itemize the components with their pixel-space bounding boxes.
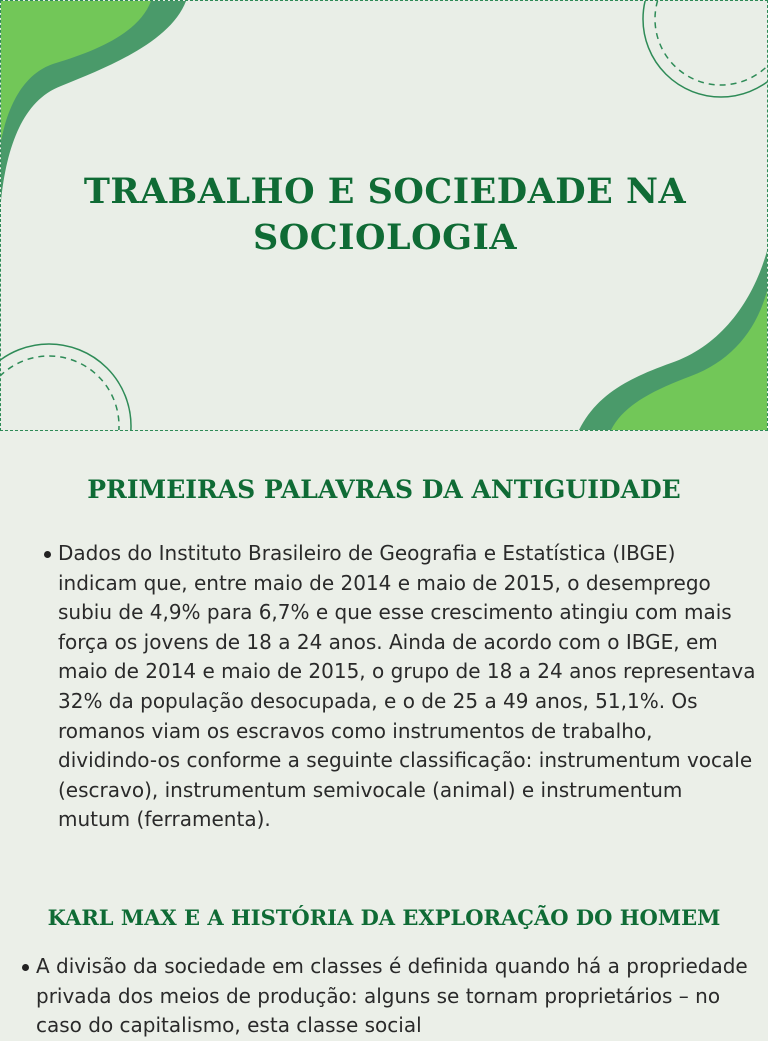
title-line-1: TRABALHO E SOCIEDADE NA — [83, 171, 687, 212]
paragraph-classes: A divisão da sociedade em classes é definida quando há a propriedade privada dos meios de produção: alguns se tornam proprietários – no caso do capitalismo, esta classe social — [36, 954, 748, 1038]
circle-top-right-dashed — [655, 1, 767, 85]
circle-bottom-left-dashed — [1, 356, 119, 430]
paragraph-ibge: Dados do Instituto Brasileiro de Geografia e Estatística (IBGE) indicam que, entre maio de 2014 e maio de 2015, o desemprego subiu de 4,9% para 6,7% e que esse crescimento atingiu com mais força os jovens de 18 a 24 anos. Ainda de acordo com o IBGE, em maio de 2014 e maio de 2015, o grupo de 18 a 24 anos representava 32% da população desocupada, e o de 25 a 49 anos, 51,1%. Os romanos viam os escravos como instrumentos de trabalho, dividindo-os conforme a seguinte classificação: instrumentum vocale (escravo), instrumentum semivocale (animal) e instrumentum mutum (ferramenta). — [58, 541, 756, 832]
title-line-2: SOCIOLOGIA — [253, 217, 517, 258]
section-heading-antiguidade: PRIMEIRAS PALAVRAS DA ANTIGUIDADE — [87, 475, 681, 504]
bullet-dot-icon — [22, 964, 29, 971]
section-heading-karl-max: KARL MAX E A HISTÓRIA DA EXPLORAÇÃO DO HOMEM — [47, 905, 721, 930]
page-title — [1, 169, 768, 261]
bullet-dot-icon — [44, 551, 51, 558]
circle-bottom-left-solid — [1, 344, 131, 430]
cover-slide — [0, 0, 768, 431]
